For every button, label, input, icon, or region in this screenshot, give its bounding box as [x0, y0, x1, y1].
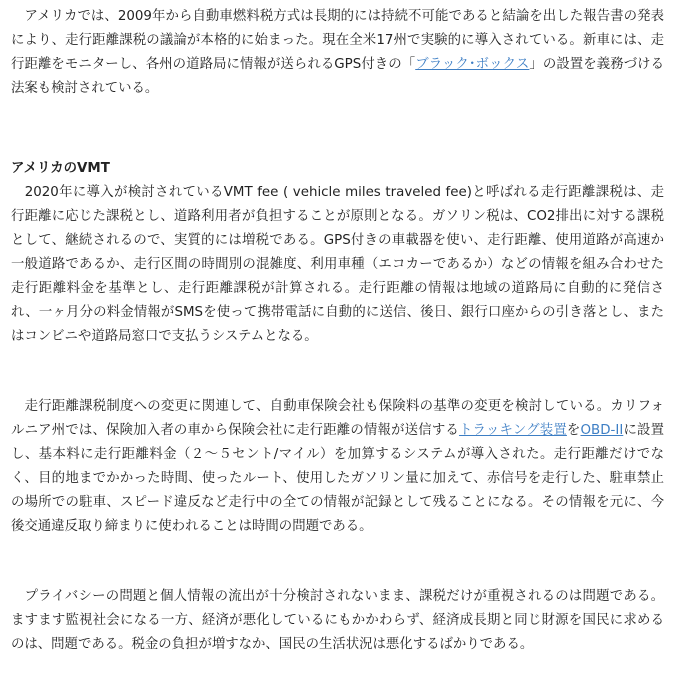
- paragraph-privacy: プライバシーの問題と個人情報の流出が十分検討されないまま、課税だけが重視されるのは問題である。ますます監視社会になる一方、経済が悪化しているにもかかわらず、経済成長期と同じ財源を国民に求めるのは、問題である。税金の負担が増すなか、国民の生活状況は悪化するばかりである。: [11, 589, 664, 652]
- black-box-link[interactable]: ブラック･ボックス: [415, 57, 530, 72]
- tracking-device-link[interactable]: トラッキング装置: [458, 423, 567, 438]
- paragraph-insurance-text-3: に設置し、基本料に走行距離料金（２～５セント/マイル）を加算するシステムが導入された。走行距離だけでなく、目的地までかかった時間、使ったルート、使用したガソリン量に加えて、赤信号を走行した、駐車禁止の場所での駐車、スピード違反など走行中の全ての情報が記録として残ることになる。その情報を元に、今後交通違反取り締まりに使われることは時間の問題である。: [11, 423, 665, 534]
- paragraph-intro: [11, 5, 664, 101]
- obd-ii-link[interactable]: OBD-II: [580, 423, 624, 438]
- paragraph-vmt: 2020年に導入が検討されているVMT fee ( vehicle miles traveled fee)と呼ばれる走行距離課税は、走行距離に応じた課税とし、道路利用者が負担することが原則となる。ガソリン税は、CO2排出に対する課税として、継続されるので、実質的には増税である。GPS付きの車載器を使い、走行距離、使用道路が高速か一般道路であるか、走行区間の時間別の混雑度、利用車種（エコカーであるか）などの情報を組み合わせた走行距離料金を基準とし、走行距離課税が計算される。走行距離の情報は地域の道路局に自動的に発信され、一ヶ月分の料金情報がSMSを使って携帯電話に自動的に送信、後日、銀行口座からの引き落とし、またはコンビニや道路局窓口で支払うシステムとなる。: [11, 185, 664, 344]
- paragraph-insurance-text-1: 走行距離課税制度への変更に関連して、自動車保険会社も保険料の基準の変更を検討している。カリフォルニア州では、保険加入者の車から保険会社に走行距離の情報が送信する: [11, 399, 664, 438]
- section-heading-vmt: アメリカのVMT: [11, 161, 110, 176]
- paragraph-insurance-text-2: を: [566, 423, 581, 438]
- paragraph-intro-text-2: 」の設置を義務づける法案も検討されている。: [11, 57, 665, 96]
- paragraph-insurance: [11, 395, 664, 539]
- paragraph-intro-text-1: アメリカでは、2009年から自動車燃料税方式は長期的には持続不可能であると結論を出した報告書の発表により、走行距離課税の議論が本格的に始まった。現在全米17州で実験的に導入されている。新車には、走行距離をモニターし、各州の道路局に情報が送られるGPS付きの「: [11, 9, 664, 72]
